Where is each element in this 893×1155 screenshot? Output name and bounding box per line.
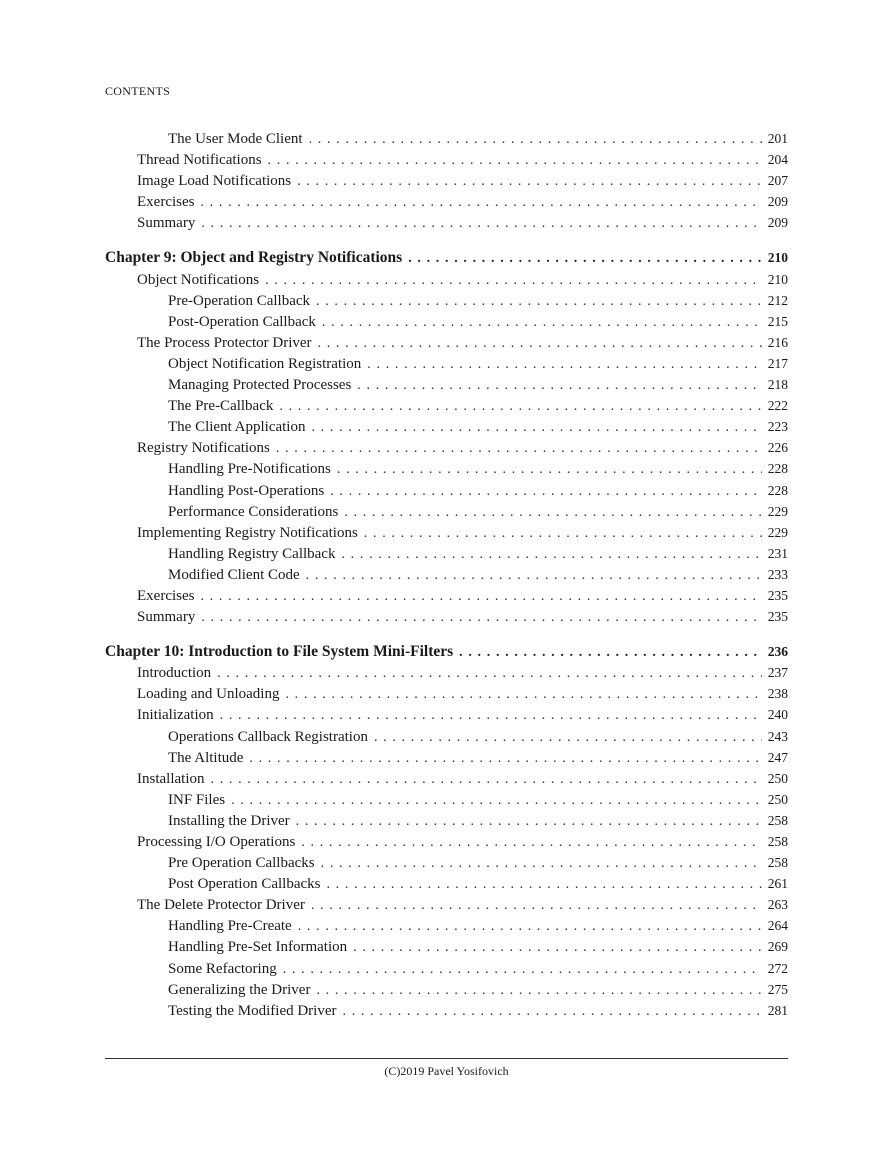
toc-entry[interactable] [105, 311, 788, 332]
toc-entry-title: Performance Considerations [168, 503, 339, 520]
toc-leader-dots [268, 150, 762, 171]
toc-leader-dots [200, 586, 761, 607]
toc-entry-page-number: 258 [767, 834, 788, 849]
toc-entry-title: Modified Client Code [168, 566, 300, 583]
toc-entry-title: Processing I/O Operations [137, 834, 296, 850]
toc-entry-title: Introduction [137, 665, 212, 682]
toc-entry[interactable] [105, 726, 788, 747]
toc-entry-page-number: 281 [767, 1002, 788, 1018]
toc-entry-page-number: 226 [767, 440, 788, 456]
toc-entry[interactable] [105, 170, 788, 191]
toc-leader-dots [357, 375, 761, 396]
toc-entry[interactable] [105, 480, 788, 501]
toc-entry-page-number: 228 [767, 461, 788, 477]
toc-entry-page-number: 207 [767, 173, 788, 189]
toc-entry[interactable] [105, 353, 788, 374]
toc-leader-dots [217, 663, 762, 684]
toc-entry[interactable] [105, 704, 788, 725]
toc-leader-dots [408, 248, 762, 269]
toc-entry[interactable] [105, 1000, 788, 1021]
toc-entry[interactable] [105, 789, 788, 810]
footer-divider [105, 1058, 788, 1059]
toc-leader-dots [301, 832, 761, 853]
toc-entry-title: Handling Pre-Notifications [168, 461, 331, 478]
toc-entry[interactable] [105, 915, 788, 936]
toc-entry-page-number: 209 [767, 215, 788, 231]
toc-entry-title: Summary [137, 609, 196, 626]
toc-entry-title: The Delete Protector Driver [137, 897, 305, 914]
toc-entry-page-number: 229 [767, 503, 788, 519]
toc-entry[interactable] [105, 873, 788, 894]
toc-leader-dots [311, 895, 762, 916]
toc-entry[interactable] [105, 979, 788, 1000]
toc-entry[interactable] [105, 564, 788, 585]
toc-leader-dots [309, 129, 762, 150]
toc-entry-page-number: 250 [767, 770, 788, 786]
toc-entry-title: Exercises [137, 587, 195, 604]
toc-entry-page-number: 272 [767, 960, 788, 976]
toc-entry-page-number: 250 [767, 791, 788, 807]
toc-entry-title: Managing Protected Processes [168, 377, 352, 394]
toc-entry[interactable] [105, 894, 788, 915]
toc-entry-title: INF Files [168, 791, 226, 808]
toc-entry-title: Thread Notifications [137, 152, 262, 169]
toc-entry-title: Chapter 9: Object and Registry Notifications [105, 249, 403, 267]
toc-entry-title: Image Load Notifications [137, 173, 292, 190]
running-head: CONTENTS [105, 84, 171, 98]
toc-entry-title: Object Notifications [137, 271, 260, 288]
toc-entry-page-number: 261 [767, 876, 788, 892]
table-of-contents [105, 128, 788, 1021]
toc-leader-dots [249, 748, 761, 769]
toc-entry-page-number: 210 [767, 250, 788, 266]
toc-entry-page-number: 209 [767, 194, 788, 210]
toc-entry-title: Handling Post-Operations [168, 482, 325, 499]
toc-entry[interactable] [105, 458, 788, 479]
toc-entry-title: Summary [137, 215, 196, 232]
toc-entry[interactable] [105, 416, 788, 437]
toc-entry[interactable] [105, 332, 788, 353]
toc-entry-title: Handling Registry Callback [168, 545, 336, 562]
toc-entry[interactable] [105, 958, 788, 979]
toc-chapter-entry[interactable] [105, 247, 788, 268]
toc-entry-title: Handling Pre-Set Information [168, 939, 348, 956]
toc-entry-title: The Client Application [168, 419, 306, 436]
toc-entry-title: Exercises [137, 194, 195, 211]
toc-leader-dots [306, 565, 762, 586]
toc-entry-page-number: 223 [767, 419, 788, 435]
toc-entry[interactable] [105, 149, 788, 170]
toc-entry-title: Object Notification Registration [168, 355, 362, 372]
toc-entry-title: Loading and Unloading [137, 686, 280, 703]
toc-leader-dots [364, 523, 762, 544]
toc-leader-dots [265, 270, 762, 291]
toc-entry-page-number: 217 [767, 355, 788, 371]
toc-entry-page-number: 264 [767, 918, 788, 934]
toc-leader-dots [353, 937, 762, 958]
toc-entry-title: Generalizing the Driver [168, 981, 311, 998]
toc-leader-dots [344, 502, 761, 523]
toc-entry-page-number: 235 [767, 609, 788, 625]
toc-leader-dots [279, 396, 761, 417]
toc-leader-dots [211, 769, 762, 790]
toc-leader-dots [220, 705, 762, 726]
toc-leader-dots [330, 481, 762, 502]
toc-entry-page-number: 215 [767, 313, 788, 329]
toc-entry-title: Some Refactoring [168, 960, 277, 977]
toc-leader-dots [276, 438, 762, 459]
toc-entry-page-number: 275 [767, 981, 788, 997]
toc-entry-page-number: 258 [767, 855, 788, 871]
toc-leader-dots [311, 417, 761, 438]
toc-entry[interactable] [105, 852, 788, 873]
toc-leader-dots [200, 192, 761, 213]
toc-entry-title: Pre-Operation Callback [168, 292, 311, 309]
toc-entry-page-number: 237 [767, 665, 788, 681]
toc-leader-dots [285, 684, 761, 705]
toc-leader-dots [296, 811, 762, 832]
toc-leader-dots [316, 980, 761, 1001]
toc-entry-page-number: 235 [767, 587, 788, 603]
toc-leader-dots [322, 312, 762, 333]
toc-entry-page-number: 233 [767, 566, 788, 582]
toc-entry-title: Initialization [137, 707, 214, 724]
toc-leader-dots [316, 291, 762, 312]
toc-entry[interactable] [105, 437, 788, 458]
toc-entry-page-number: 229 [767, 524, 788, 540]
toc-entry-title: Implementing Registry Notifications [137, 524, 358, 541]
toc-entry-page-number: 263 [767, 897, 788, 913]
toc-entry[interactable] [105, 543, 788, 564]
toc-entry-title: Registry Notifications [137, 440, 270, 457]
toc-entry[interactable] [105, 585, 788, 606]
toc-entry[interactable] [105, 522, 788, 543]
toc-entry[interactable] [105, 395, 788, 416]
toc-leader-dots [298, 916, 762, 937]
toc-entry-title: Installing the Driver [168, 812, 290, 829]
toc-entry-title: Chapter 10: Introduction to File System Mini-Filters [105, 643, 454, 661]
toc-entry-page-number: 236 [767, 644, 788, 660]
toc-entry-page-number: 204 [767, 152, 788, 168]
toc-entry[interactable] [105, 212, 788, 233]
toc-entry-page-number: 240 [767, 707, 788, 723]
toc-entry-title: Operations Callback Registration [168, 728, 368, 745]
toc-entry[interactable] [105, 747, 788, 768]
toc-entry[interactable] [105, 374, 788, 395]
toc-leader-dots [201, 607, 761, 628]
toc-entry[interactable] [105, 810, 788, 831]
toc-entry[interactable] [105, 606, 788, 627]
chapter-gap [105, 233, 788, 247]
toc-leader-dots [231, 790, 762, 811]
toc-leader-dots [337, 459, 762, 480]
toc-entry-page-number: 201 [767, 131, 788, 146]
toc-leader-dots [283, 959, 762, 980]
toc-entry-page-number: 218 [767, 377, 788, 393]
toc-entry-title: The Pre-Callback [168, 398, 274, 415]
toc-leader-dots [201, 213, 761, 234]
toc-entry-page-number: 228 [767, 482, 788, 498]
footer-copyright: (C)2019 Pavel Yosifovich [384, 1064, 509, 1078]
toc-entry-title: Testing the Modified Driver [168, 1002, 337, 1019]
toc-leader-dots [374, 727, 762, 748]
chapter-gap [105, 627, 788, 641]
toc-entry[interactable] [105, 191, 788, 212]
toc-entry-page-number: 216 [767, 334, 788, 350]
toc-entry-page-number: 247 [767, 749, 788, 765]
toc-entry-title: The User Mode Client [168, 131, 303, 147]
toc-entry-page-number: 210 [767, 271, 788, 287]
toc-entry-page-number: 238 [767, 686, 788, 702]
toc-entry[interactable] [105, 501, 788, 522]
toc-leader-dots [318, 333, 762, 354]
toc-leader-dots [343, 1001, 762, 1022]
toc-entry-title: Post Operation Callbacks [168, 876, 321, 893]
toc-entry[interactable] [105, 662, 788, 683]
toc-entry-page-number: 231 [767, 545, 788, 561]
toc-chapter-entry[interactable] [105, 641, 788, 662]
toc-entry[interactable] [105, 269, 788, 290]
toc-entry-title: Pre Operation Callbacks [168, 855, 315, 872]
toc-entry-page-number: 269 [767, 939, 788, 955]
toc-entry-title: Post-Operation Callback [168, 313, 316, 330]
toc-entry[interactable] [105, 936, 788, 957]
toc-entry[interactable] [105, 683, 788, 704]
toc-entry[interactable] [105, 128, 788, 149]
toc-entry-page-number: 243 [767, 728, 788, 744]
toc-entry[interactable] [105, 831, 788, 852]
toc-leader-dots [341, 544, 761, 565]
toc-leader-dots [367, 354, 761, 375]
toc-entry[interactable] [105, 290, 788, 311]
toc-entry-page-number: 212 [767, 292, 788, 308]
toc-entry-page-number: 258 [767, 812, 788, 828]
toc-entry-title: The Altitude [168, 749, 244, 766]
toc-leader-dots [459, 642, 762, 663]
toc-entry[interactable] [105, 768, 788, 789]
toc-entry-title: The Process Protector Driver [137, 334, 312, 351]
toc-entry-title: Installation [137, 770, 205, 787]
toc-leader-dots [297, 171, 762, 192]
toc-entry-page-number: 222 [767, 398, 788, 414]
toc-leader-dots [321, 853, 762, 874]
toc-entry-title: Handling Pre-Create [168, 918, 292, 935]
toc-leader-dots [326, 874, 761, 895]
